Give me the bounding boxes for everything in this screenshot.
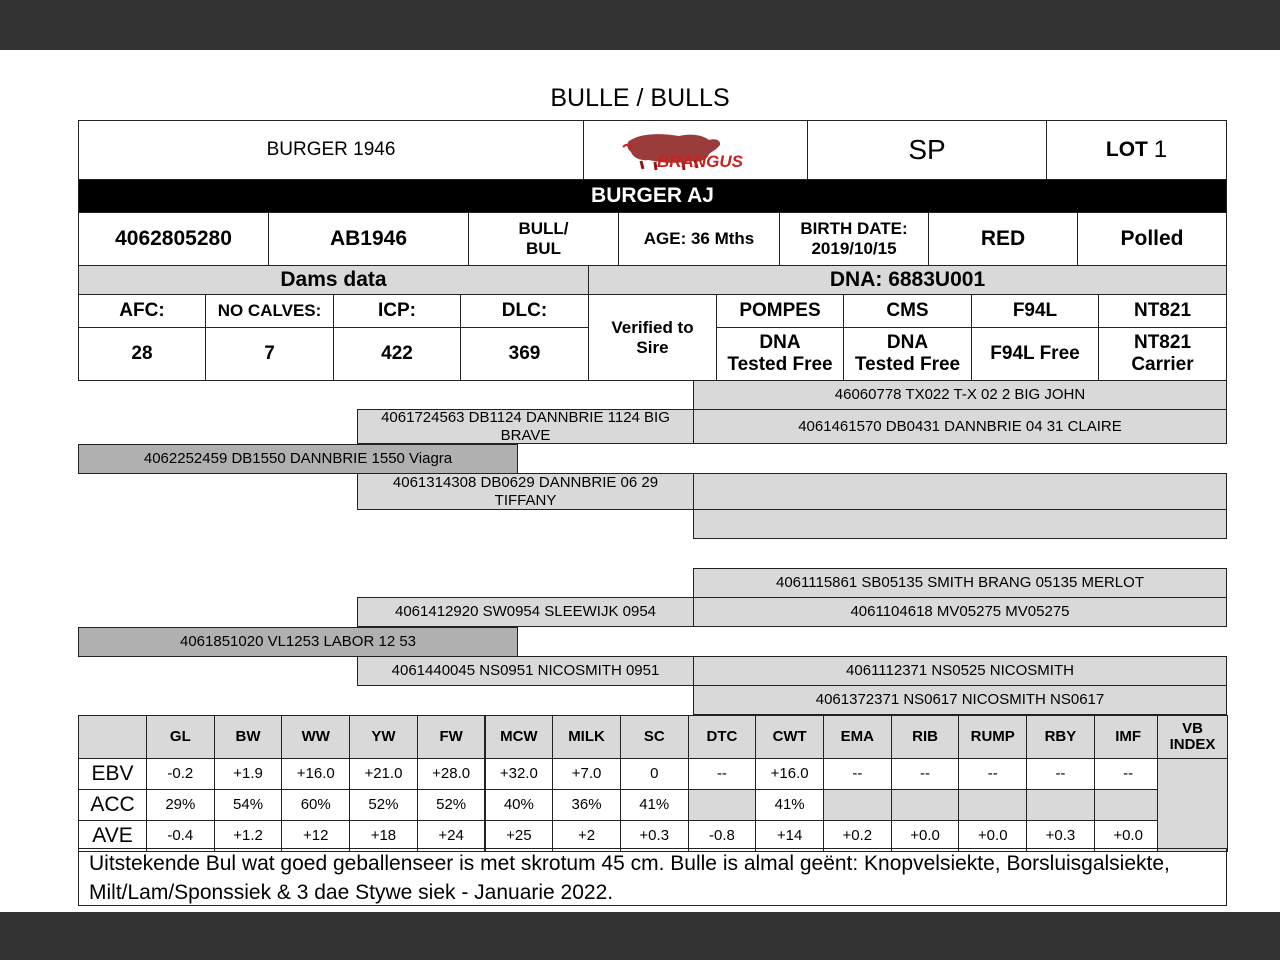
- vb-index-header-line: VB: [1182, 719, 1203, 737]
- ebv-column-header: RUMP: [958, 715, 1027, 759]
- ebv-column-header: DTC: [688, 715, 757, 759]
- pedigree-dam-dam-dam: 4061372371 NS0617 NICOSMITH NS0617: [693, 685, 1227, 715]
- ebv-column-header: WW: [281, 715, 350, 759]
- dna-result-line1: DNA: [886, 332, 929, 354]
- ebv-value-cell: +28.0: [417, 758, 486, 790]
- ebv-value-cell: +21.0: [349, 758, 418, 790]
- icp-header: ICP:: [333, 294, 461, 328]
- vb-index-value: [1157, 758, 1228, 852]
- ebv-corner-cell: [78, 715, 147, 759]
- ebv-column-header: BW: [214, 715, 283, 759]
- vb-index-header: [1157, 715, 1228, 759]
- animal-id: AB1946: [268, 212, 469, 266]
- pedigree-dam-sire-sire: 4061115861 SB05135 SMITH BRANG 05135 MERLOT: [693, 568, 1227, 598]
- dna-test-name: CMS: [843, 294, 972, 328]
- ebv-value-cell: 52%: [349, 789, 418, 821]
- ebv-value-cell: [688, 789, 757, 821]
- no-calves-value: 7: [205, 327, 334, 381]
- logo-text: BRANGUS: [656, 152, 743, 171]
- ebv-column-header: RIB: [891, 715, 960, 759]
- ebv-value-cell: 36%: [552, 789, 621, 821]
- dna-test-name: NT821: [1098, 294, 1227, 328]
- birth-value: 2019/10/15: [811, 239, 897, 258]
- ebv-value-cell: [958, 789, 1027, 821]
- ebv-value-cell: --: [688, 758, 757, 790]
- ebv-value-cell: +1.2: [214, 820, 283, 852]
- pedigree-dam-sire-dam: 4061104618 MV05275 MV05275: [693, 597, 1227, 627]
- dna-test-result: [1098, 327, 1227, 381]
- dna-test-name: POMPES: [716, 294, 844, 328]
- ebv-value-cell: +16.0: [755, 758, 824, 790]
- remarks: Uitstekende Bul wat goed geballenseer is met skrotum 45 cm. Bulle is almal geënt: Knopvelsiekte, Borsluisgalsiekte, Milt/Lam/Sponssiek & 3 dae Stywe siek - Januarie 2022.: [78, 848, 1227, 906]
- pedigree-sire-dam-dam: [693, 509, 1227, 539]
- no-calves-header: NO CALVES:: [205, 294, 334, 328]
- ebv-value-cell: [1026, 789, 1095, 821]
- ebv-value-cell: [1094, 789, 1163, 821]
- ebv-value-cell: --: [1026, 758, 1095, 790]
- dna-result-line2: Tested Free: [727, 354, 833, 375]
- pedigree-sire-dam: 4061314308 DB0629 DANNBRIE 06 29 TIFFANY: [357, 473, 694, 510]
- ebv-value-cell: 40%: [485, 789, 554, 821]
- afc-value: 28: [78, 327, 206, 381]
- vb-index-header-line: INDEX: [1169, 736, 1216, 753]
- ebv-value-cell: 41%: [620, 789, 689, 821]
- ebv-column-header: EMA: [823, 715, 892, 759]
- ebv-column-header: YW: [349, 715, 418, 759]
- top-frame-bar: [0, 0, 1280, 50]
- ebv-value-cell: +7.0: [552, 758, 621, 790]
- ebv-value-cell: +1.9: [214, 758, 283, 790]
- age: AGE: 36 Mths: [618, 212, 780, 266]
- pedigree-sire-sire: 4061724563 DB1124 DANNBRIE 1124 BIG BRAVE: [357, 409, 694, 444]
- ebv-value-cell: +0.0: [891, 820, 960, 852]
- registration-number: 4062805280: [78, 212, 269, 266]
- pedigree-sire-sire-sire: 46060778 TX022 T-X 02 2 BIG JOHN: [693, 380, 1227, 410]
- ebv-value-cell: +2: [552, 820, 621, 852]
- ebv-value-cell: +14: [755, 820, 824, 852]
- afc-header: AFC:: [78, 294, 206, 328]
- sex: [468, 212, 619, 266]
- pedigree-sire-sire-dam: 4061461570 DB0431 DANNBRIE 04 31 CLAIRE: [693, 409, 1227, 444]
- ebv-value-cell: +0.2: [823, 820, 892, 852]
- ebv-value-cell: +24: [417, 820, 486, 852]
- ebv-value-cell: 60%: [281, 789, 350, 821]
- dna-test-result: [843, 327, 972, 381]
- ebv-value-cell: -0.4: [146, 820, 215, 852]
- ebv-value-cell: +16.0: [281, 758, 350, 790]
- dna-test-result: [971, 327, 1099, 381]
- ebv-value-cell: +0.3: [620, 820, 689, 852]
- pedigree-dam-sire: 4061412920 SW0954 SLEEWIJK 0954: [357, 597, 694, 627]
- ebv-value-cell: 52%: [417, 789, 486, 821]
- verified-to-sire: [588, 294, 717, 381]
- ebv-value-cell: 29%: [146, 789, 215, 821]
- grade: SP: [807, 120, 1047, 180]
- ebv-column-header: MCW: [485, 715, 554, 759]
- dna-heading: DNA: 6883U001: [588, 265, 1227, 295]
- birth-date: [779, 212, 929, 266]
- ebv-value-cell: -0.2: [146, 758, 215, 790]
- bottom-frame-bar: [0, 912, 1280, 960]
- ebv-column-header: GL: [146, 715, 215, 759]
- ebv-value-cell: +18: [349, 820, 418, 852]
- brangus-logo: [583, 120, 808, 180]
- ebv-value-cell: 41%: [755, 789, 824, 821]
- ebv-value-cell: [891, 789, 960, 821]
- dna-result-line1: NT821: [1133, 332, 1192, 354]
- ebv-value-cell: +0.0: [958, 820, 1027, 852]
- dna-result-line2: Carrier: [1131, 354, 1194, 375]
- dna-result-line1: DNA: [759, 332, 801, 354]
- lot-label: LOT: [1105, 137, 1148, 161]
- lot-number: 1: [1153, 136, 1168, 164]
- lot-cell: [1046, 120, 1227, 180]
- horn-status: Polled: [1077, 212, 1227, 266]
- birth-label: BIRTH DATE:: [800, 219, 908, 239]
- dna-result-line1: F94L Free: [990, 343, 1080, 365]
- owner-bar: BURGER AJ: [78, 179, 1227, 213]
- ebv-value-cell: --: [1094, 758, 1163, 790]
- dna-result-line2: Tested Free: [854, 354, 961, 375]
- pedigree-sire: 4062252459 DB1550 DANNBRIE 1550 Viagra: [78, 444, 518, 474]
- ebv-column-header: IMF: [1094, 715, 1163, 759]
- ebv-value-cell: 0: [620, 758, 689, 790]
- sex-line1: BULL/: [518, 219, 569, 239]
- ebv-row-label: ACC: [78, 789, 147, 821]
- ebv-value-cell: --: [823, 758, 892, 790]
- ebv-value-cell: +32.0: [485, 758, 554, 790]
- ebv-value-cell: 54%: [214, 789, 283, 821]
- ebv-value-cell: --: [958, 758, 1027, 790]
- ebv-value-cell: +12: [281, 820, 350, 852]
- ebv-column-header: SC: [620, 715, 689, 759]
- ebv-value-cell: --: [891, 758, 960, 790]
- colour: RED: [928, 212, 1078, 266]
- dams-data-heading: Dams data: [78, 265, 589, 295]
- bull-logo-icon: [621, 127, 771, 173]
- ebv-column-header: RBY: [1026, 715, 1095, 759]
- ebv-column-header: CWT: [755, 715, 824, 759]
- dna-test-name: F94L: [971, 294, 1099, 328]
- ebv-value-cell: +0.3: [1026, 820, 1095, 852]
- dna-test-result: [716, 327, 844, 381]
- ebv-column-header: MILK: [552, 715, 621, 759]
- animal-name: BURGER 1946: [78, 120, 584, 180]
- ebv-value-cell: +25: [485, 820, 554, 852]
- pedigree-dam: 4061851020 VL1253 LABOR 12 53: [78, 627, 518, 657]
- dlc-header: DLC:: [460, 294, 589, 328]
- dlc-value: 369: [460, 327, 589, 381]
- verified-line1: Verified to: [611, 317, 694, 337]
- ebv-value-cell: [823, 789, 892, 821]
- ebv-column-header: FW: [417, 715, 486, 759]
- pedigree-sire-dam-sire: [693, 473, 1227, 510]
- ebv-row-label: EBV: [78, 758, 147, 790]
- ebv-value-cell: +0.0: [1094, 820, 1163, 852]
- page-title: BULLE / BULLS: [550, 84, 730, 112]
- verified-line2: Sire: [636, 337, 669, 357]
- ebv-value-cell: -0.8: [688, 820, 757, 852]
- ebv-row-label: AVE: [78, 820, 147, 852]
- pedigree-dam-dam-sire: 4061112371 NS0525 NICOSMITH: [693, 656, 1227, 686]
- sex-line2: BUL: [526, 239, 561, 258]
- pedigree-dam-dam: 4061440045 NS0951 NICOSMITH 0951: [357, 656, 694, 686]
- icp-value: 422: [333, 327, 461, 381]
